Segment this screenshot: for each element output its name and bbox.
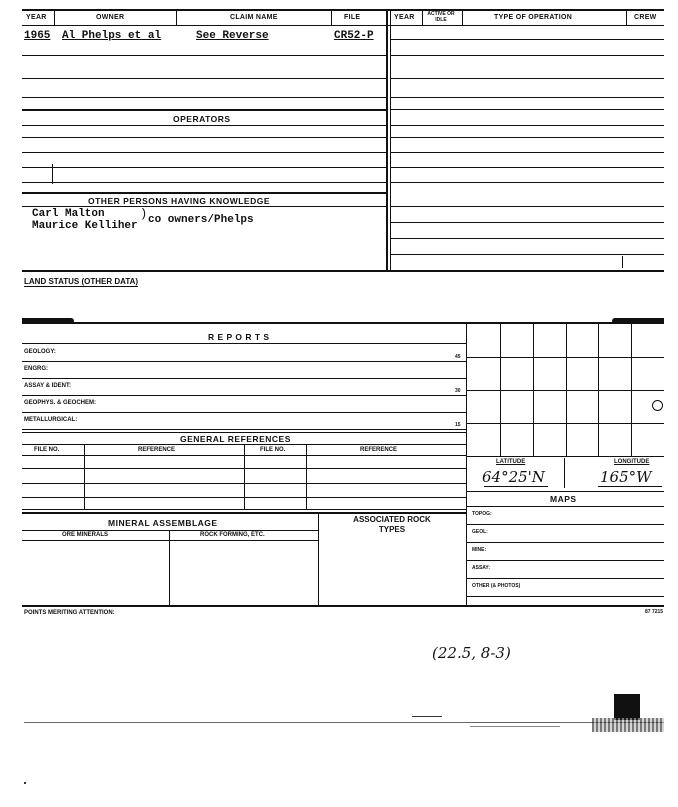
report-row-line bbox=[22, 395, 466, 396]
associated-rock-types: ASSOCIATED ROCK TYPES bbox=[353, 515, 431, 534]
knowledge-person-1: Carl Malton bbox=[32, 208, 105, 220]
report-row-label: ENGRG: bbox=[24, 366, 48, 372]
circle-icon bbox=[652, 400, 663, 411]
gr-reference-2: REFERENCE bbox=[360, 447, 398, 453]
header-year: YEAR bbox=[26, 14, 47, 21]
report-row-number: 30 bbox=[455, 388, 461, 394]
header-owner: OWNER bbox=[96, 14, 125, 21]
map-row-label: MINE: bbox=[472, 547, 487, 553]
knowledge-heading: OTHER PERSONS HAVING KNOWLEDGE bbox=[88, 196, 271, 206]
bracket-glyph: ) bbox=[140, 207, 148, 221]
scan-mark-left bbox=[22, 318, 74, 324]
ore-minerals-label: ORE MINERALS bbox=[62, 532, 109, 538]
map-row-line bbox=[466, 524, 664, 525]
report-row-number: 15 bbox=[455, 422, 461, 428]
report-row-label: GEOPHYS. & GEOCHEM: bbox=[24, 400, 97, 406]
handwritten-annotation: (22.5, 8-3) bbox=[432, 644, 511, 662]
map-row-label: OTHER (& PHOTOS) bbox=[472, 583, 521, 589]
map-row-line bbox=[466, 560, 664, 561]
header-file: FILE bbox=[344, 14, 361, 21]
map-row-line bbox=[466, 578, 664, 579]
map-row-line bbox=[466, 542, 664, 543]
report-row-line bbox=[22, 429, 466, 430]
header-type-of-operation: TYPE OF OPERATION bbox=[494, 14, 573, 21]
report-row-label: ASSAY & IDENT: bbox=[24, 383, 72, 389]
record-owner: Al Phelps et al bbox=[62, 30, 162, 42]
operators-heading: OPERATORS bbox=[173, 114, 231, 124]
header-claim-name: CLAIM NAME bbox=[230, 14, 278, 21]
report-row-line bbox=[22, 361, 466, 362]
maps-heading: MAPS bbox=[550, 494, 577, 504]
mineral-heading: MINERAL ASSEMBLAGE bbox=[108, 518, 218, 528]
header-year-2: YEAR bbox=[394, 14, 415, 21]
report-row-number: 45 bbox=[455, 354, 461, 360]
rock-forming-label: ROCK FORMING, ETC. bbox=[200, 532, 265, 538]
form-number: 87 7215 bbox=[645, 609, 664, 615]
map-row-line bbox=[466, 596, 664, 597]
report-row-line bbox=[22, 412, 466, 413]
header-active-or-idle: ACTIVE OR IDLE bbox=[427, 11, 455, 23]
land-status-label: LAND STATUS (OTHER DATA) bbox=[24, 277, 139, 286]
longitude-label: LONGITUDE bbox=[614, 459, 650, 465]
scan-line bbox=[24, 722, 664, 723]
record-year: 1965 bbox=[24, 30, 51, 42]
record-claim-name: See Reverse bbox=[196, 30, 269, 42]
knowledge-person-2: Maurice Kelliher bbox=[32, 220, 138, 232]
knowledge-note: co owners/Phelps bbox=[148, 214, 254, 226]
record-file: CR52-P bbox=[334, 30, 374, 42]
reports-heading: R E P O R T S bbox=[208, 332, 270, 342]
longitude-value: 165°W bbox=[600, 468, 652, 486]
report-row-label: METALLURGICAL: bbox=[24, 417, 78, 423]
scan-mark-right bbox=[612, 318, 664, 324]
latitude-value: 64°25'N bbox=[482, 468, 545, 486]
report-row-label: GEOLOGY: bbox=[24, 349, 56, 355]
map-row-label: ASSAY: bbox=[472, 565, 491, 571]
header-crew: CREW bbox=[634, 14, 657, 21]
map-row-label: GEOL: bbox=[472, 529, 488, 535]
gr-reference-1: REFERENCE bbox=[138, 447, 176, 453]
scan-block bbox=[614, 694, 640, 720]
latitude-label: LATITUDE bbox=[496, 459, 526, 465]
gr-file-no-2: FILE NO. bbox=[260, 447, 286, 453]
points-meriting-attention: POINTS MERITING ATTENTION: bbox=[24, 610, 115, 616]
gr-file-no-1: FILE NO. bbox=[34, 447, 60, 453]
map-row-label: TOPOG: bbox=[472, 511, 492, 517]
scan-noise bbox=[592, 718, 664, 732]
general-references-heading: GENERAL REFERENCES bbox=[180, 434, 291, 444]
report-row-line bbox=[22, 378, 466, 379]
